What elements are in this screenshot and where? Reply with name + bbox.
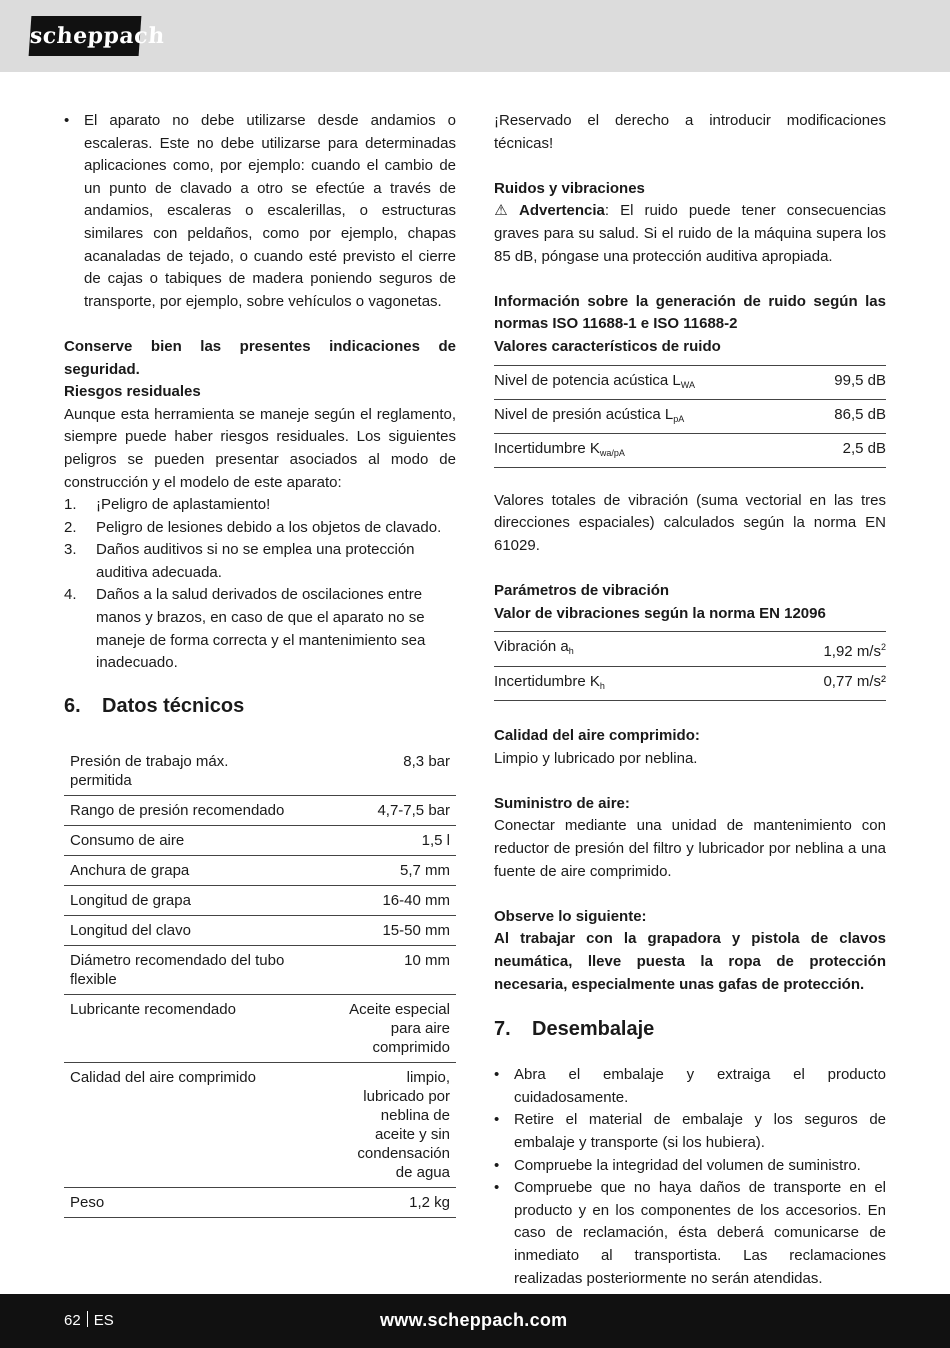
conserve-notice: Conserve bien las presentes indicaciones de seguridad. (64, 337, 456, 378)
reserved-rights-note: ¡Reservado el derecho a introducir modificaciones técnicas! (494, 112, 886, 152)
noise-values-table (494, 365, 886, 468)
table-row: Nivel de presión acústica $L_{pA}$ 86,5 dB (494, 399, 886, 433)
section-6-heading: 6. Datos técnicos (64, 694, 245, 717)
page-header (0, 0, 950, 72)
table-row: Presión de trabajo máx. permitida 8,3 bar (64, 747, 456, 796)
risk-item: 4. Daños a la salud derivados de oscilaciones entre manos y brazos, en caso de que el aparato no se maneje de forma correcta y el mantenimiento sea inadecuado. (64, 586, 426, 672)
table-row: Diámetro recomendado del tubo flexible 10 mm (64, 945, 456, 994)
right-column (494, 110, 886, 1290)
scheppach-logo: scheppach (29, 16, 142, 56)
technical-data-table (64, 747, 456, 1218)
vibration-standard-heading: Valor de vibraciones según la norma EN 12096 (494, 604, 826, 622)
safety-bullet-list (64, 110, 456, 313)
observe-text: Al trabajar con la grapadora y pistola de clavos neumática, lleve puesta la ropa de protección necesaria, especialmente unas gafas de protección. (494, 930, 886, 993)
table-row: Anchura de grapa 5,7 mm (64, 855, 456, 885)
vibration-values-table (494, 631, 886, 701)
vibration-params-heading: Parámetros de vibración (494, 581, 670, 599)
page-separator (87, 1311, 88, 1327)
risk-item: 1. ¡Peligro de aplastamiento! (64, 496, 271, 514)
table-row: Nivel de potencia acústica $L_{WA}$ 99,5 dB (494, 365, 886, 399)
table-row: Longitud del clavo 15-50 mm (64, 915, 456, 945)
table-row: Incertidumbre $K_h$ 0,77 m/s² (494, 667, 886, 701)
air-supply-text: Conectar mediante una unidad de mantenimiento con reductor de presión del filtro y lubricador por neblina a una fuente de aire comprimido. (494, 817, 886, 880)
unpacking-list (494, 1064, 886, 1290)
observe-heading: Observe lo siguiente: (494, 907, 647, 925)
scaffold-warning-bullet: • El aparato no debe utilizarse desde andamios o escaleras. Este no debe utilizarse para determinadas aplicaciones como, por ejemplo: cuando el cambio de un punto de clavado a otro se efectúe a través de andamios, escaleras o escalerillas, o estructuras similares con peldaños, como por ejemplo, chapas acanaladas de tejado, o cuando esté previsto el cierre de cajas o tabiques de madera poniendo seguros de transporte, por ejemplo, sobre vehículos o vagonetas. (64, 110, 456, 313)
noise-warning: ⚠ Advertencia: El ruido puede tener consecuencias graves para su salud. Si el ruido de la máquina supera los 85 dB, póngase una protección auditiva apropiada. (494, 202, 887, 265)
table-row: Longitud de grapa 16-40 mm (64, 885, 456, 915)
noise-values-heading: Valores característicos de ruido (494, 337, 721, 355)
website-link[interactable]: www.scheppach.com (380, 1310, 568, 1330)
risk-item: 2. Peligro de lesiones debido a los objetos de clavado. (64, 518, 442, 536)
left-column (64, 110, 456, 1218)
air-quality-text: Limpio y lubricado por neblina. (494, 749, 698, 767)
table-row: Consumo de aire 1,5 l (64, 825, 456, 855)
list-item: • Compruebe la integridad del volumen de suministro. (494, 1155, 886, 1178)
noise-info-heading: Información sobre la generación de ruido según las normas ISO 11688-1 e ISO 11688-2 (494, 292, 886, 333)
table-row: Calidad del aire comprimido limpio, lubricado por neblina de aceite y sin condensación de agua (64, 1062, 456, 1187)
table-row: Peso 1,2 kg (64, 1187, 456, 1217)
residual-risks-list (64, 494, 456, 675)
residual-risks-heading: Riesgos residuales (64, 383, 201, 401)
list-item: • Retire el material de embalaje y los seguros de embalaje y transporte (si los hubiera). (494, 1109, 886, 1154)
noise-heading: Ruidos y vibraciones (494, 179, 645, 197)
vibration-totals-text: Valores totales de vibración (suma vectorial en las tres direcciones espaciales) calculados según la norma EN 61029. (494, 491, 886, 554)
list-item: • Abra el embalaje y extraiga el producto cuidadosamente. (494, 1064, 886, 1109)
page-number: 62 ES (64, 1312, 114, 1329)
page-footer (0, 1294, 950, 1348)
warning-triangle-icon: ⚠ (494, 202, 508, 220)
air-supply-heading: Suministro de aire: (494, 794, 630, 812)
table-row: Lubricante recomendado Aceite especial para aire comprimido (64, 994, 456, 1062)
residual-risks-text: Aunque esta herramienta se maneje según el reglamento, siempre puede haber riesgos residuales. Los siguientes peligros se pueden presentar asociados al modo de construcción y el modelo de este aparato: (64, 405, 456, 491)
table-row: Rango de presión recomendado 4,7-7,5 bar (64, 795, 456, 825)
risk-item: 3. Daños auditivos si no se emplea una protección auditiva adecuada. (64, 541, 415, 581)
section-7-heading: 7. Desembalaje (494, 1018, 655, 1041)
air-quality-heading: Calidad del aire comprimido: (494, 727, 700, 745)
table-row: Incertidumbre $K_{wa/pA}$ 2,5 dB (494, 433, 886, 467)
list-item: • Compruebe que no haya daños de transporte en el producto y en los componentes de los accesorios. En caso de reclamación, ésta deberá comunicarse de inmediato al transportista. Las reclamaciones realizadas posteriormente no serán atendidas. (494, 1177, 886, 1290)
table-row: Vibración $a_h$ 1,92 $m/s^2$ (494, 632, 886, 667)
